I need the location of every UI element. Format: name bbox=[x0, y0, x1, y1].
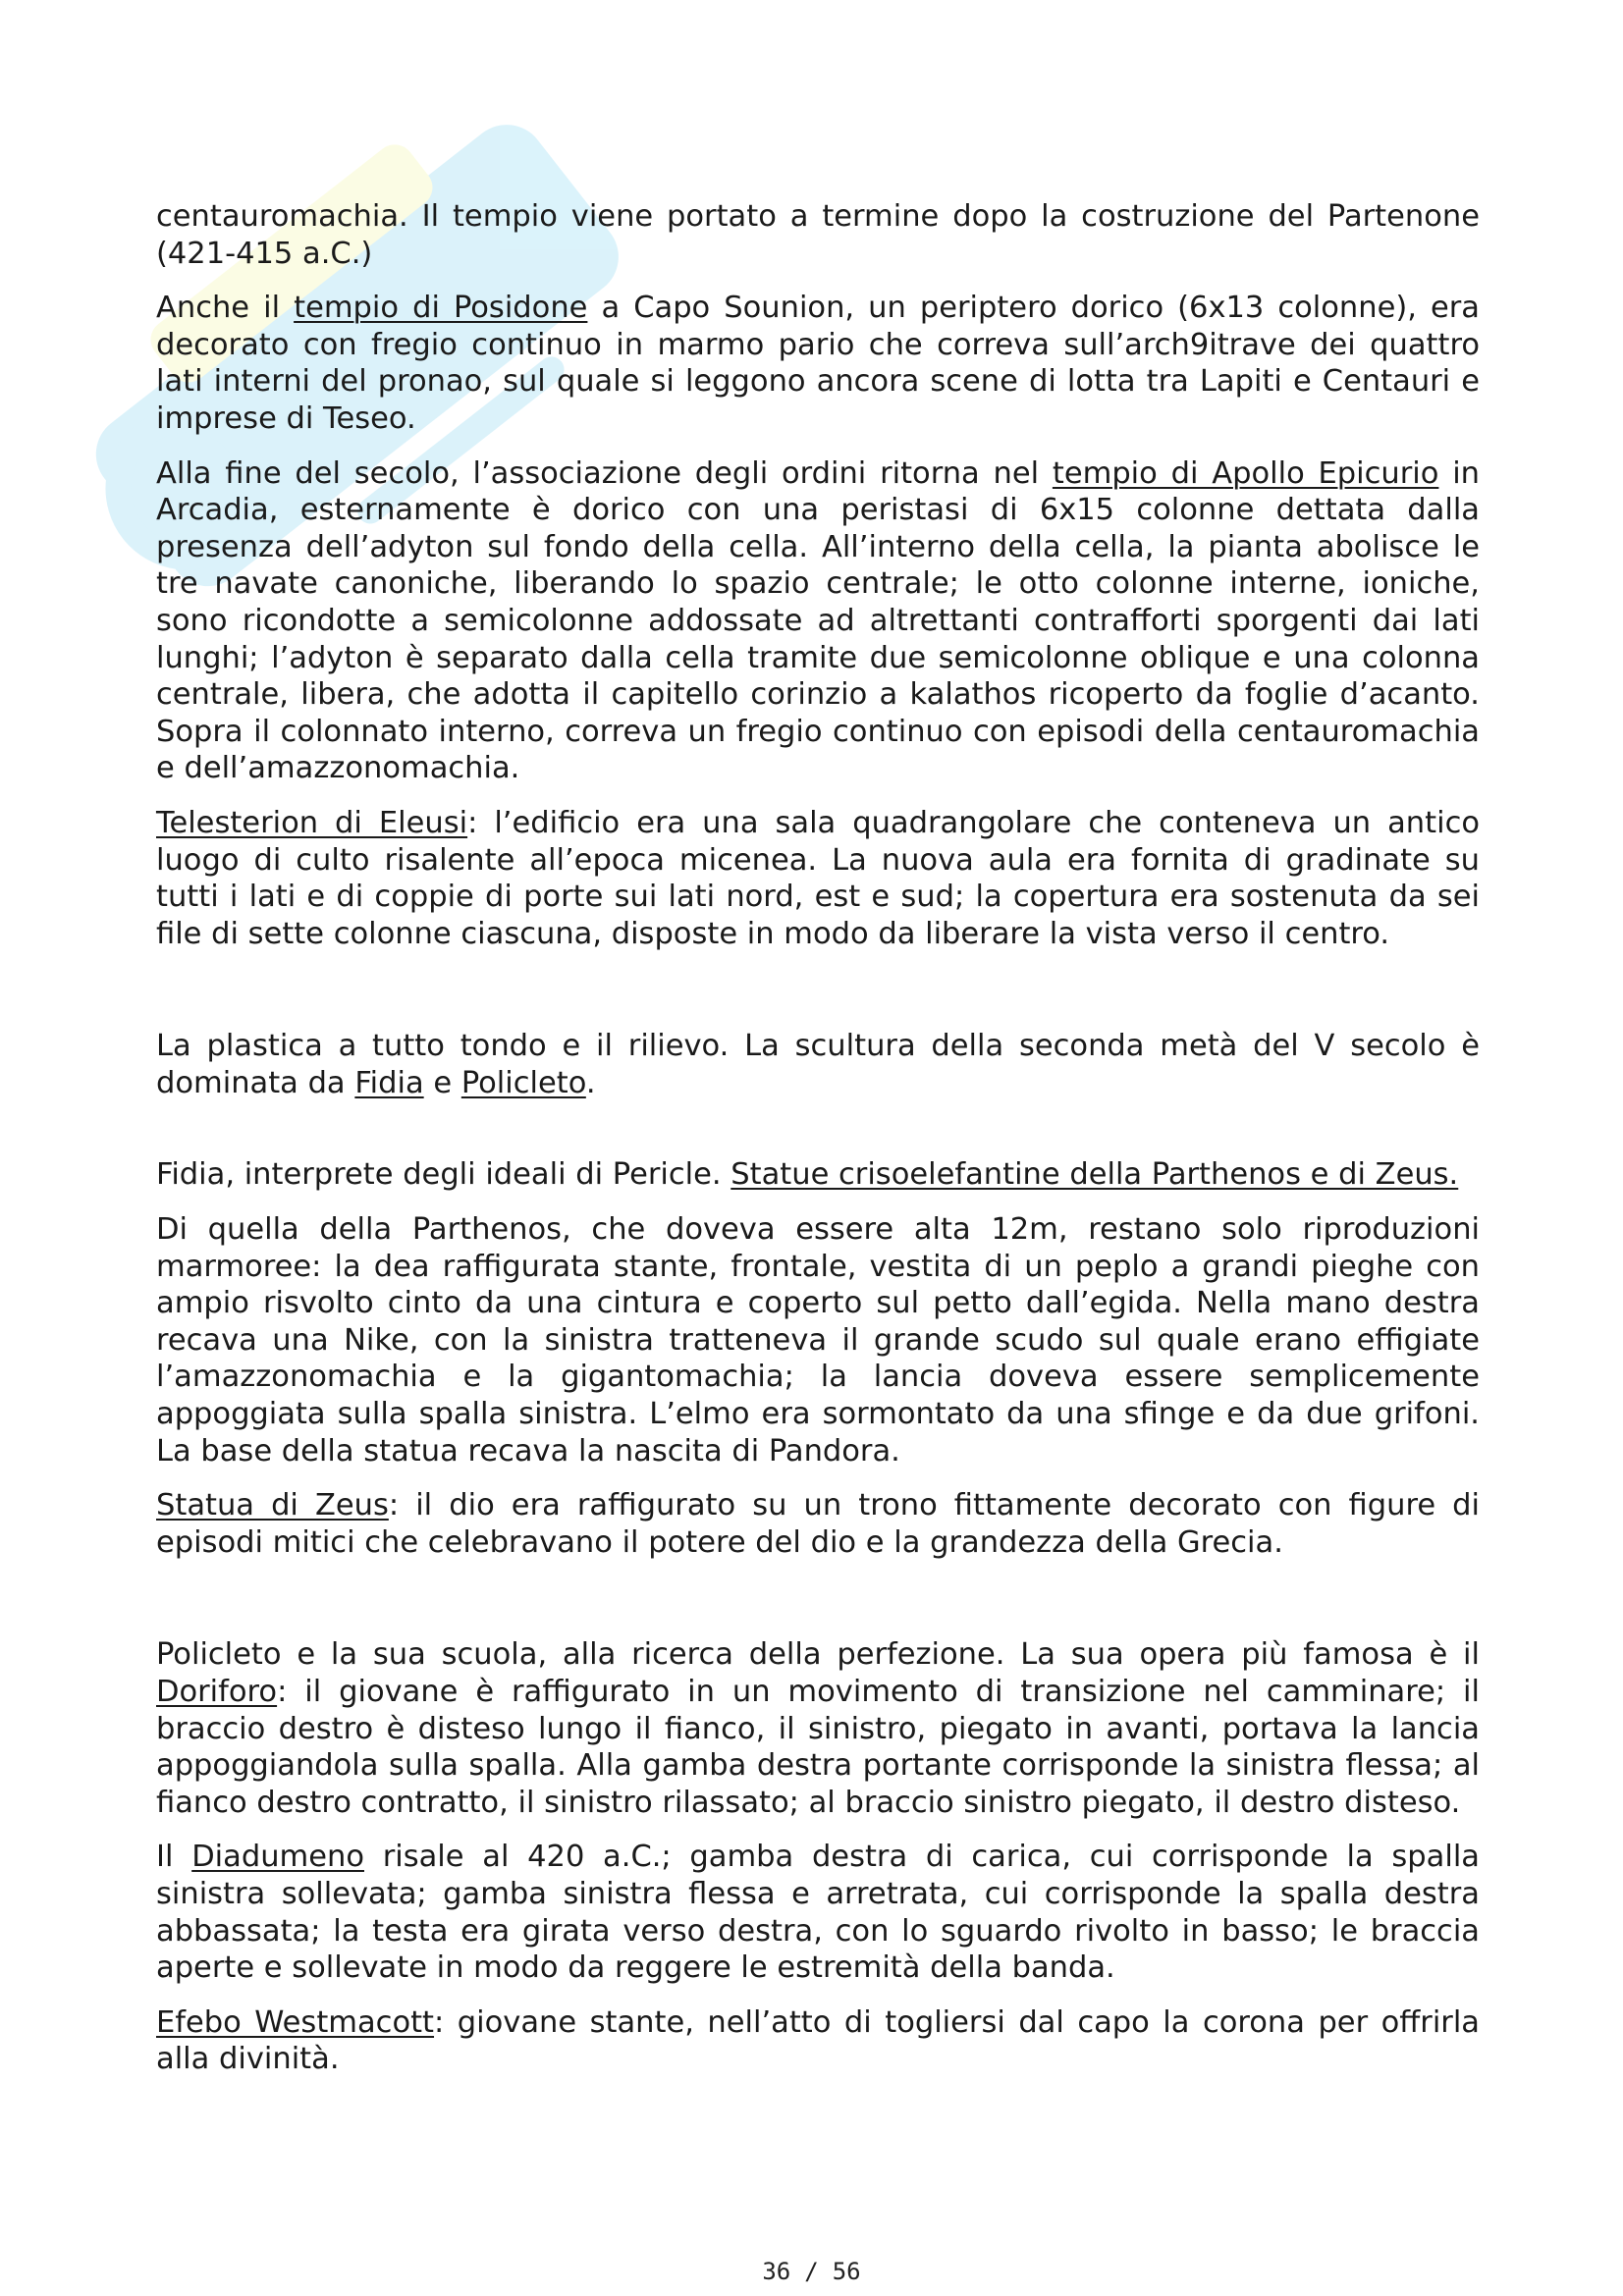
underlined-term: tempio di Posidone bbox=[294, 291, 588, 326]
underlined-term: Policleto bbox=[460, 1065, 586, 1100]
paragraph-5: La plastica a tutto tondo e il rilievo. La scultura della seconda metà del V secolo è dominata da Fidia e Policleto. bbox=[156, 1029, 1480, 1100]
paragraph-6: Fidia, interprete degli ideali di Pericle. Statue crisoelefantine della Parthenos e di Zeus. bbox=[156, 1157, 1459, 1193]
underlined-term: Diadumeno bbox=[191, 1840, 364, 1875]
page-number bbox=[0, 2258, 1623, 2285]
paragraph-10: Il Diadumeno risale al 420 a.C.; gamba destra di carica, cui corrisponde la spalla sinistra sollevata; gamba sinistra flessa e arretrata, cui corrisponde la spalla destra abbassata; la testa era girata verso destra, con lo sguardo rivolto in basso; le braccia aperte e sollevate in modo da reggere le estremità della banda. bbox=[156, 1840, 1480, 1986]
underlined-term: Efebo Westmacott bbox=[156, 2004, 435, 2040]
document-body bbox=[156, 198, 1480, 2096]
underlined-term: Fidia bbox=[354, 1065, 424, 1100]
underlined-term: Statue crisoelefantine della Parthenos e di Zeus. bbox=[730, 1157, 1459, 1193]
underlined-term: Doriforo bbox=[156, 1675, 278, 1709]
page-separator: / bbox=[804, 2258, 819, 2285]
paragraph-7: Di quella della Parthenos, che doveva essere alta 12m, restano solo riproduzioni marmoree: la dea raffigurata stante, frontale, vestita di un peplo a grandi pieghe con ampio risvolto cinto da una cintura e coperto sul petto dall’egida. Nella mano destra recava una Nike, con la sinistra tratteneva il grande scudo sul quale erano effigiate l’amazzonomachia e la gigantomachia; la lancia doveva essere semplicemente appoggiata sulla spalla sinistra. L’elmo era sormontato da una sfinge e da due grifoni. La base della statua recava la nascita di Pandora. bbox=[156, 1212, 1480, 1468]
paragraph-2: Anche il tempio di Posidone a Capo Sounion, un periptero dorico (6x13 colonne), era decorato con fregio continuo in marmo pario che correva sull’arch9itrave dei quattro lati interni del pronao, sul quale si leggono ancora scene di lotta tra Lapiti e Centauri e imprese di Teseo. bbox=[156, 291, 1480, 436]
paragraph-3: Alla fine del secolo, l’associazione degli ordini ritorna nel tempio di Apollo Epicurio in Arcadia, esternamente è dorico con una peristasi di 6x15 colonne dettata dalla presenza dell’adyton sul fondo della cella. All’interno della cella, la pianta abolisce le tre navate canoniche, liberando lo spazio centrale; le otto colonne interne, ioniche, sono ricondotte a semicolonne addossate ad altrettanti contrafforti sporgenti dai lati lunghi; l’adyton è separato dalla cella tramite due semicolonne oblique e una colonna centrale, libera, che adotta il capitello corinzio a kalathos ricoperto da foglie d’acanto. Sopra il colonnato interno, correva un fregio continuo con episodi della centauromachia e dell’amazzonomachia. bbox=[156, 455, 1481, 786]
paragraph-9: Policleto e la sua scuola, alla ricerca della perfezione. La sua opera più famosa è il Doriforo: il giovane è raffigurato in un movimento di transizione nel camminare; il braccio destro è disteso lungo il fianco, il sinistro, piegato in avanti, portava la lancia appoggiandola sulla spalla. Alla gamba destra portante corrisponde la sinistra flessa; al fianco destro contratto, il sinistro rilassato; al braccio sinistro piegato, il destro disteso. bbox=[156, 1637, 1480, 1820]
underlined-term: Telesterion di Eleusi bbox=[156, 805, 468, 840]
underlined-term: Statua di Zeus bbox=[156, 1488, 389, 1523]
underlined-term: tempio di Apollo Epicurio bbox=[1052, 455, 1439, 491]
paragraph-11: Efebo Westmacott: giovane stante, nell’atto di togliersi dal capo la corona per offrirla alla divinità. bbox=[156, 2004, 1480, 2077]
paragraph-4: Telesterion di Eleusi: l’edificio era una sala quadrangolare che conteneva un antico luogo di culto risalente all’epoca micenea. La nuova aula era fornita di gradinate su tutti i lati e di coppie di porte sui lati nord, est e sud; la copertura era sostenuta da sei file di sette colonne ciascuna, disposte in modo da liberare la vista verso il centro. bbox=[156, 805, 1480, 951]
current-page: 36 bbox=[762, 2258, 791, 2285]
total-pages: 56 bbox=[832, 2258, 861, 2285]
paragraph-8: Statua di Zeus: il dio era raffigurato su un trono fittamente decorato con figure di episodi mitici che celebravano il potere del dio e la grandezza della Grecia. bbox=[156, 1488, 1480, 1560]
paragraph-1: centauromachia. Il tempio viene portato a termine dopo la costruzione del Partenone (421-415 a.C.) bbox=[156, 199, 1480, 271]
